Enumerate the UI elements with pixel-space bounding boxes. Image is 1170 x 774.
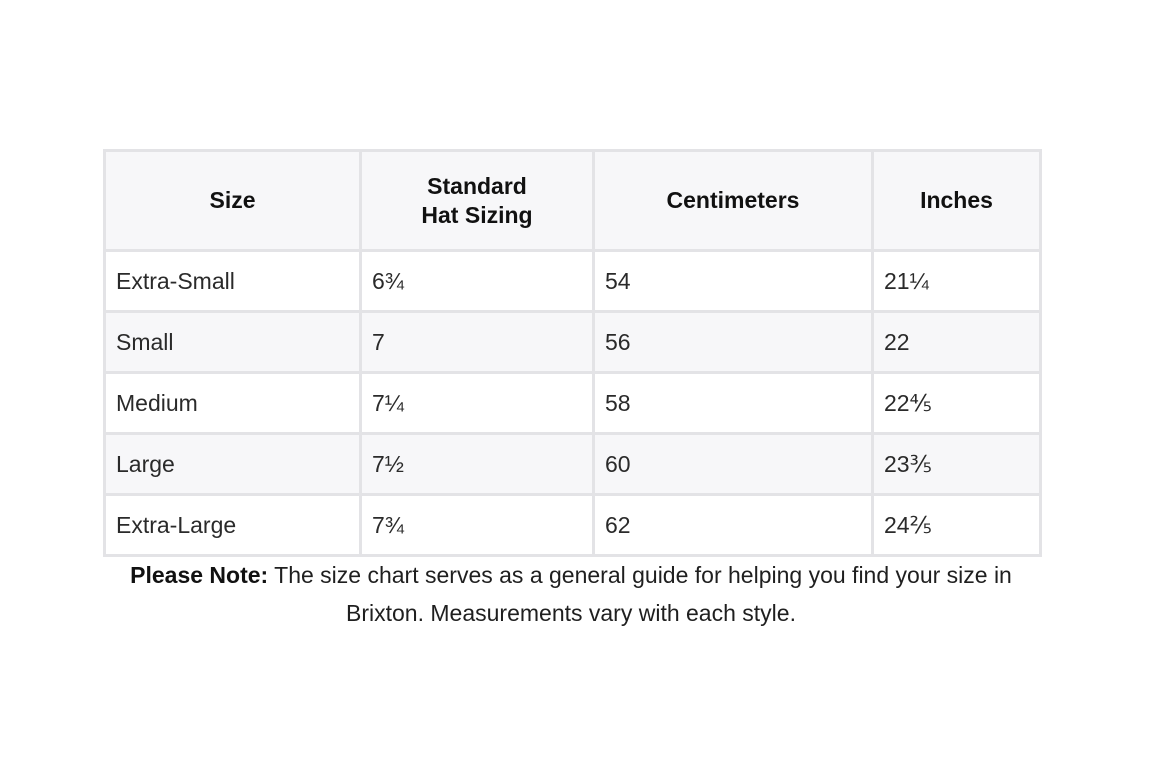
cell-centimeters: 56 [594, 312, 873, 373]
header-centimeters: Centimeters [594, 151, 873, 251]
cell-standard: 7 [361, 312, 594, 373]
header-standard-hat-sizing [361, 151, 594, 251]
cell-standard: 7¾ [361, 495, 594, 556]
cell-size: Extra-Small [105, 251, 361, 312]
header-standard-line1: Standard [427, 172, 527, 199]
cell-size: Large [105, 434, 361, 495]
cell-standard: 7½ [361, 434, 594, 495]
cell-inches: 22 [873, 312, 1041, 373]
header-standard-line2: Hat Sizing [421, 201, 533, 228]
cell-standard: 6¾ [361, 251, 594, 312]
cell-size: Small [105, 312, 361, 373]
cell-size: Medium [105, 373, 361, 434]
note-text: The size chart serves as a general guide for helping you find your size in Brixton. Measurements vary with each style. [268, 562, 1012, 626]
cell-inches: 23⅗ [873, 434, 1041, 495]
cell-standard: 7¼ [361, 373, 594, 434]
note-label: Please Note: [130, 562, 269, 588]
cell-inches: 22⅘ [873, 373, 1041, 434]
size-chart-table [103, 149, 1042, 557]
table-row [105, 373, 1041, 434]
table-row [105, 251, 1041, 312]
cell-size: Extra-Large [105, 495, 361, 556]
header-inches: Inches [873, 151, 1041, 251]
size-chart-note [103, 556, 1039, 632]
header-size: Size [105, 151, 361, 251]
cell-inches: 21¼ [873, 251, 1041, 312]
table-row [105, 312, 1041, 373]
table-row [105, 434, 1041, 495]
cell-centimeters: 54 [594, 251, 873, 312]
table-header-row [105, 151, 1041, 251]
cell-centimeters: 60 [594, 434, 873, 495]
cell-centimeters: 62 [594, 495, 873, 556]
cell-centimeters: 58 [594, 373, 873, 434]
cell-inches: 24⅖ [873, 495, 1041, 556]
table-row [105, 495, 1041, 556]
